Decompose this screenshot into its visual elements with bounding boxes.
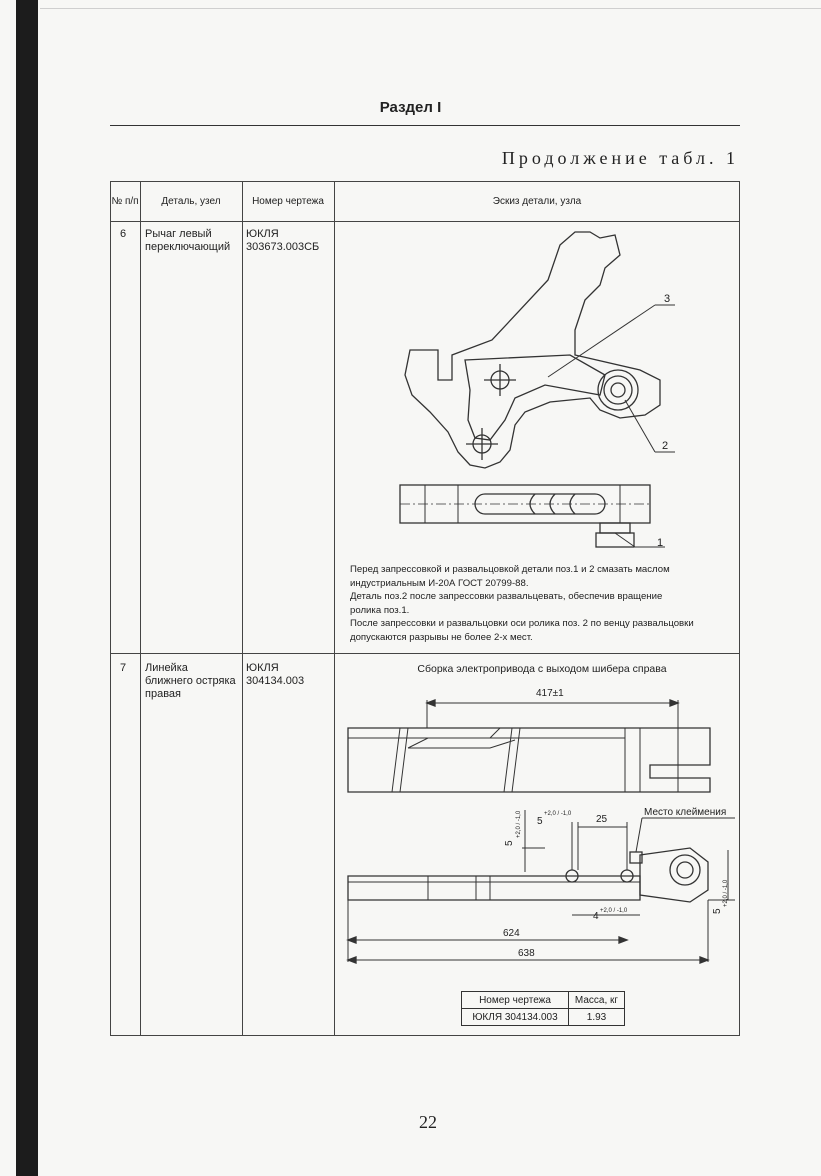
mass-table	[461, 991, 625, 1026]
row6-num: 6	[120, 228, 127, 240]
assembly-notes	[350, 563, 740, 644]
note-line: допускаются разрывы не более 2-х мест.	[350, 631, 533, 643]
col-header-drawing: Номер чертежа	[252, 195, 324, 207]
dim-5a: 5	[537, 816, 543, 827]
roller-side-top	[600, 523, 630, 533]
ruler-top-view	[348, 700, 710, 792]
mass-table-drawing-value: ЮКЛЯ 304134.003	[462, 1009, 569, 1025]
note-line: После запрессовки и развальцовки оси ролика поз. 2 по венцу развальцовки	[350, 618, 694, 629]
assembly-caption: Сборка электропривода с выходом шибера справа	[417, 663, 667, 675]
callout-label-3: 3	[664, 293, 671, 305]
table-continuation-label: Продолжение табл. 1	[501, 148, 739, 168]
dim-5b: 5	[504, 840, 515, 846]
dim-4: 4	[593, 911, 599, 922]
ruler-bar	[348, 876, 640, 900]
dim-624: 624	[503, 928, 520, 939]
mass-table-header-drawing: Номер чертежа	[462, 992, 569, 1008]
dim-5a-tol: +2,0 / -1,0	[544, 811, 572, 817]
head-eye-outer	[670, 855, 700, 885]
roller-axle	[611, 383, 625, 397]
mark-leader	[636, 818, 642, 852]
note-line: Перед запрессовкой и развальцовкой детали поз.1 и 2 смазать маслом	[350, 564, 670, 575]
callout-leader-1	[615, 533, 635, 547]
mass-table-mass-value: 1.93	[586, 1011, 607, 1023]
ruler-head	[640, 848, 708, 902]
lever-inner-contour	[465, 355, 605, 440]
note-line: Деталь поз.2 после запрессовки развальцевать, обеспечив вращение	[350, 591, 663, 602]
row6-drawing: ЮКЛЯ 303673.003СБ	[246, 228, 320, 253]
row7-num: 7	[120, 662, 127, 674]
callout-label-2: 2	[662, 440, 669, 452]
row7-drawing: ЮКЛЯ 304134.003	[246, 662, 305, 687]
note-line: индустриальным И-20А ГОСТ 20799-88.	[350, 577, 529, 589]
page-number: 22	[419, 1112, 437, 1132]
roller-inner	[604, 376, 632, 404]
roller-side	[596, 533, 634, 547]
row6-part: Рычаг левый переключающий	[145, 228, 231, 253]
section-title: Раздел I	[379, 99, 442, 116]
dim-5c: 5	[712, 908, 723, 914]
dim-417: 417±1	[536, 688, 564, 699]
dim-25: 25	[596, 814, 608, 825]
dim-638: 638	[518, 948, 535, 959]
mass-table-header-mass: Масса, кг	[574, 994, 619, 1006]
dim-5b-tol: +2,0 / -1,0	[516, 810, 522, 838]
col-header-part: Деталь, узел	[161, 195, 221, 207]
callout-leader-3	[548, 305, 655, 377]
col-header-sketch: Эскиз детали, узла	[492, 195, 582, 207]
dim-4-tol: +2,0 / -1,0	[600, 908, 628, 914]
col-header-num: № п/п	[111, 195, 139, 207]
callout-leader-2	[625, 400, 655, 452]
head-eye-inner	[677, 862, 693, 878]
callout-label-1: 1	[657, 537, 664, 549]
row7-part: Линейка ближнего остряка правая	[145, 662, 236, 700]
lever-outline	[405, 232, 660, 468]
dim-mark-place: Место клеймения	[644, 807, 727, 818]
note-line: ролика поз.1.	[350, 604, 410, 616]
lever-drawing	[400, 232, 675, 547]
ruler-side-view	[348, 810, 735, 963]
dim-5c-tol: +2,0 / -1,0	[723, 879, 729, 907]
